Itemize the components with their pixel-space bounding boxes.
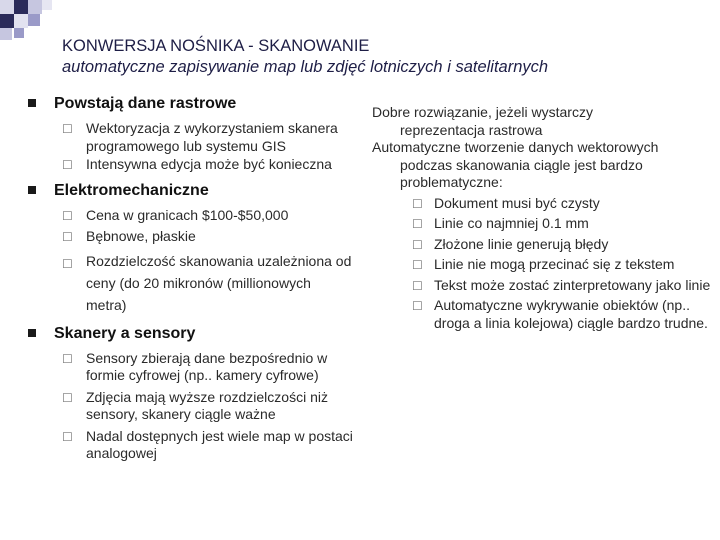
deco-square [28,14,40,26]
bullet-heading-text: Powstają dane rastrowe [54,95,237,112]
sub-bullet-text: Linie co najmniej 0.1 mm [434,215,589,231]
checkbox-bullet-icon: ☐ [412,237,423,252]
sub-bullet [372,256,714,274]
corner-decoration [0,0,60,45]
sub-bullet [28,389,358,424]
title-block [62,36,712,78]
sub-bullet-text: Rozdzielczość skanowania uzależniona od ceny (do 20 mikronów (millionowych metra) [86,252,352,313]
deco-square [0,14,14,28]
paragraph-continuation: reprezentacja rastrowa [400,121,543,138]
sub-bullet [372,277,714,295]
checkbox-bullet-icon: ☐ [62,351,73,366]
checkbox-bullet-icon: ☐ [62,390,73,405]
bullet-heading-text: Elektromechaniczne [54,181,209,199]
paragraph-continuation: podczas skanowania ciągle jest bardzo problematyczne: [400,156,643,190]
slide-title: KONWERSJA NOŚNIKA - SKANOWANIE [62,37,370,55]
bullet-group [28,94,358,174]
sub-bullet [372,195,714,213]
checkbox-bullet-icon: ☐ [62,122,73,136]
deco-square [14,14,28,28]
checkbox-bullet-icon: ☐ [412,278,423,293]
sub-bullet [28,250,358,316]
square-bullet-icon [28,329,36,337]
slide-subtitle: automatyczne zapisywanie map lub zdjęć lotniczych i satelitarnych [62,58,549,76]
checkbox-bullet-icon: ☐ [62,429,73,444]
sub-bullet-text: Dokument musi być czysty [434,194,600,211]
sub-bullet [372,297,714,332]
checkbox-bullet-icon: ☐ [412,299,423,313]
checkbox-bullet-icon: ☐ [62,208,73,223]
checkbox-bullet-icon: ☐ [62,230,73,244]
right-paragraph [372,104,714,139]
sub-bullet [372,236,714,254]
checkbox-bullet-icon: ☐ [412,217,423,231]
sub-bullet [28,350,358,385]
deco-square [0,28,12,40]
sub-bullet-text: Nadal dostępnych jest wiele map w postaci analogowej [86,427,353,461]
paragraph-first-line: Dobre rozwiązanie, jeżeli wystarczy [372,104,593,120]
bullet-heading-text: Skanery a sensory [54,324,196,342]
sub-bullet [28,156,358,174]
bullet-group [28,181,358,316]
right-paragraph [372,139,714,192]
sub-bullet-text: Złożone linie generują błędy [434,235,609,252]
checkbox-bullet-icon: ☐ [412,196,423,211]
left-column [28,94,358,463]
sub-bullet-text: Sensory zbierają dane bezpośrednio w formie cyfrowej (np.. kamery cyfrowe) [86,349,328,383]
sub-bullet [28,428,358,463]
sub-bullet [28,228,358,246]
sub-bullet-text: Tekst może zostać zinterpretowany jako linie [434,276,711,293]
right-column [372,104,714,332]
bullet-group [28,324,358,463]
sub-bullet-text: Bębnowe, płaskie [86,228,196,244]
sub-bullet [372,215,714,233]
bullet-heading [28,181,358,200]
sub-bullet [28,207,358,225]
paragraph-first-line: Automatyczne tworzenie danych wektorowych [372,139,659,155]
bullet-heading [28,94,358,113]
square-bullet-icon [28,186,36,194]
sub-bullet-text: Intensywna edycja może być konieczna [86,156,332,172]
deco-square [0,0,14,14]
deco-square [42,0,52,10]
checkbox-bullet-icon: ☐ [412,258,423,272]
sub-bullet-text: Automatyczne wykrywanie obiektów (np.. droga a linia kolejowa) ciągle bardzo trudne. [434,297,708,331]
square-bullet-icon [28,99,36,107]
checkbox-bullet-icon: ☐ [62,158,73,172]
deco-square [14,28,24,38]
sub-bullet-text: Cena w granicach $100-$50,000 [86,206,289,223]
deco-square [28,0,42,14]
sub-bullet [28,120,358,155]
checkbox-bullet-icon: ☐ [62,256,73,271]
bullet-heading [28,324,358,343]
deco-square [14,0,28,14]
sub-bullet-text: Wektoryzacja z wykorzystaniem skanera programowego lub systemu GIS [86,120,338,154]
sub-bullet-text: Zdjęcia mają wyższe rozdzielczości niż sensory, skanery ciągle ważne [86,388,328,422]
sub-bullet-text: Linie nie mogą przecinać się z tekstem [434,256,675,272]
